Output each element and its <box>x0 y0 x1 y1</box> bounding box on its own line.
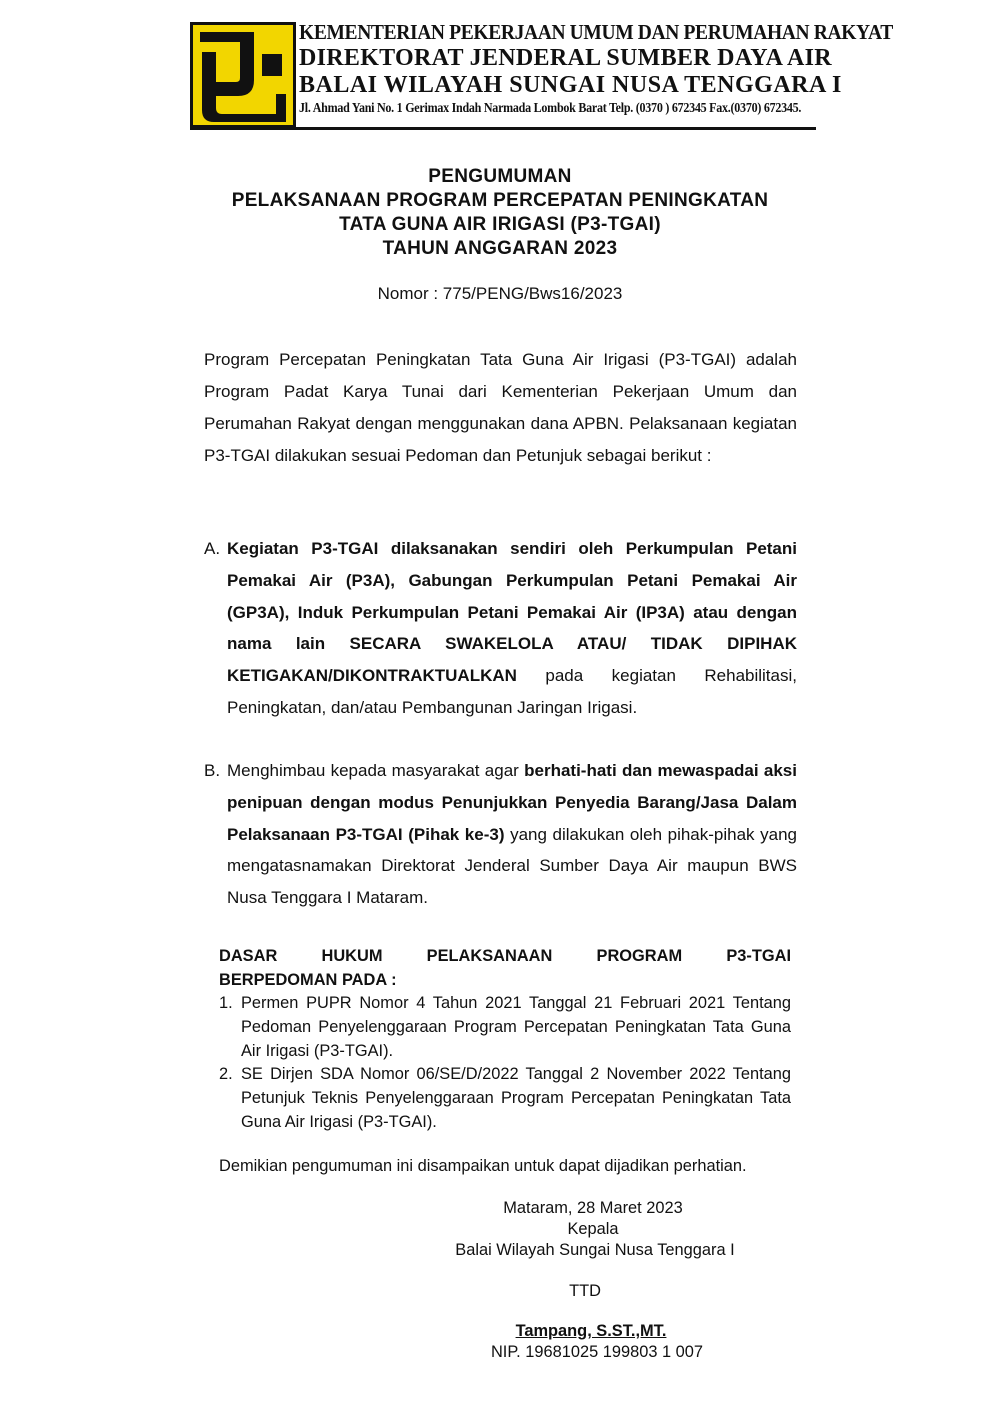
intro-paragraph: Program Percepatan Peningkatan Tata Guna Air Irigasi (P3-TGAI) adalah Program Padat Karya Tunai dari Kementerian Pekerjaan Umum dan Perumahan Rakyat dengan menggunakan dana APBN. Pelaksanaan kegiatan P3-TGAI dilakukan sesuai Pedoman dan Petunjuk sebagai berikut : <box>204 350 797 465</box>
signature-office: Balai Wilayah Sungai Nusa Tenggara I <box>455 1241 735 1259</box>
law-1-text: Permen PUPR Nomor 4 Tahun 2021 Tanggal 21 Februari 2021 Tentang Pedoman Penyelenggaraan Program Percepatan Peningkatan Tata Guna Air Irigasi (P3-TGAI). <box>241 994 791 1060</box>
letterhead-office: BALAI WILAYAH SUNGAI NUSA TENGGARA I <box>299 72 842 98</box>
letterhead-directorate: DIREKTORAT JENDERAL SUMBER DAYA AIR <box>299 45 832 71</box>
item-a-bold-text: Kegiatan P3-TGAI dilaksanakan sendiri oleh Perkumpulan Petani Pemakai Air (P3A), Gabungan Perkumpulan Petani Pemakai Air (GP3A), Induk Perkumpulan Petani Pemakai Air (IP3A) atau dengan nama lain SECARA SWAKELOLA ATAU/ TIDAK DIPIHAK KETIGAKAN/DIKONTRAKTUALKAN <box>227 539 797 686</box>
item-b-paragraph <box>227 755 797 914</box>
legal-basis-heading: DASAR HUKUM PELAKSANAAN PROGRAM P3-TGAI <box>219 947 791 965</box>
title-line-4: TAHUN ANGGARAN 2023 <box>382 238 618 259</box>
signatory-name: Tampang, S.ST.,MT. <box>515 1322 667 1340</box>
letterhead-rule <box>190 127 816 130</box>
item-b-bold-text: berhati-hati dan mewaspadai aksi penipuan dengan modus Penunjukkan Penyedia Barang/Jasa Dalam Pelaksanaan P3-TGAI (Pihak ke-3) <box>227 761 797 844</box>
law-1-number: 1. <box>219 994 233 1012</box>
law-2-number: 2. <box>219 1065 233 1083</box>
signature-place-date: Mataram, 28 Maret 2023 <box>503 1199 683 1217</box>
item-a-marker: A. <box>204 539 221 558</box>
document-number: Nomor : 775/PENG/Bws16/2023 <box>377 284 623 303</box>
item-b-text: yang dilakukan oleh pihak-pihak yang mengatasnamakan Direktorat Jenderal Sumber Daya Air maupun BWS Nusa Tenggara I Mataram. <box>227 824 797 908</box>
signature-ttd: TTD <box>569 1282 601 1300</box>
item-a-paragraph <box>227 533 797 724</box>
signatory-nip: NIP. 19681025 199803 1 007 <box>490 1343 704 1361</box>
law-2-text: SE Dirjen SDA Nomor 06/SE/D/2022 Tanggal 2 November 2022 Tentang Petunjuk Teknis Penyelenggaraan Program Percepatan Peningkatan Tata Guna Air Irigasi (P3-TGAI). <box>241 1065 791 1131</box>
legal-basis-subheading: BERPEDOMAN PADA : <box>219 971 397 989</box>
item-b-marker: B. <box>204 761 221 780</box>
signature-position: Kepala <box>567 1220 619 1238</box>
pupr-logo <box>190 22 296 128</box>
title-line-2: PELAKSANAAN PROGRAM PERCEPATAN PENINGKATAN <box>231 190 769 211</box>
letterhead-ministry: KEMENTERIAN PEKERJAAN UMUM DAN PERUMAHAN RAKYAT <box>299 20 893 44</box>
title-announcement: PENGUMUMAN <box>428 166 572 187</box>
item-b-lead-text: Menghimbau kepada masyarakat agar <box>227 761 525 780</box>
item-a-text: pada kegiatan Rehabilitasi, Peningkatan, dan/atau Pembangunan Jaringan Irigasi. <box>227 666 797 717</box>
title-line-3: TATA GUNA AIR IRIGASI (P3-TGAI) <box>339 214 661 235</box>
letterhead-address: Jl. Ahmad Yani No. 1 Gerimax Indah Narmada Lombok Barat Telp. (0370 ) 672345 Fax.(0370) 672345. <box>299 101 802 116</box>
closing-statement: Demikian pengumuman ini disampaikan untuk dapat dijadikan perhatian. <box>219 1157 747 1175</box>
